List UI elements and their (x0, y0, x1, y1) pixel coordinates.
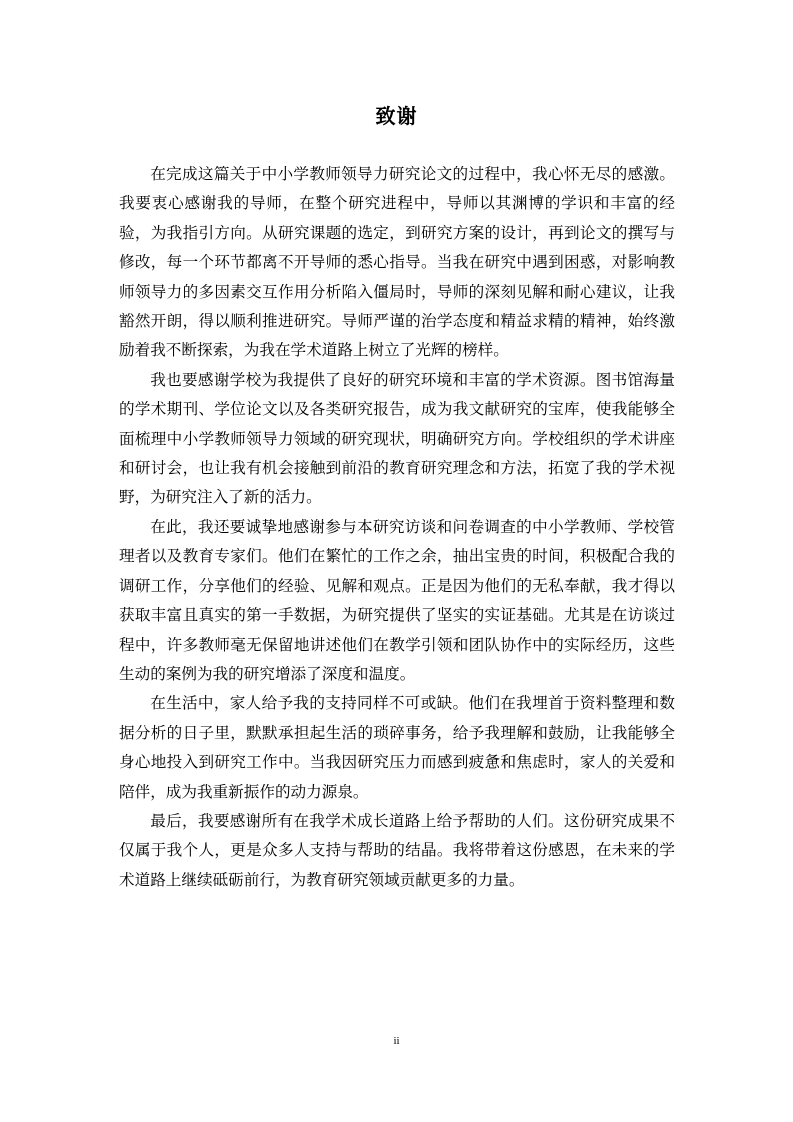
paragraph-participants: 在此，我还要诚挚地感谢参与本研究访谈和问卷调查的中小学教师、学校管理者以及教育专家们。他们在繁忙的工作之余，抽出宝贵的时间，积极配合我的调研工作，分享他们的经验、见解和观点。正是因为他们的无私奉献，我才得以获取丰富且真实的第一手数据，为研究提供了坚实的实证基础。尤其是在访谈过程中，许多教师毫无保留地讲述他们在教学引领和团队协作中的实际经历，这些生动的案例为我的研究增添了深度和温度。 (119, 517, 675, 683)
paragraph-closing: 最后，我要感谢所有在我学术成长道路上给予帮助的人们。这份研究成果不仅属于我个人，更是众多人支持与帮助的结晶。我将带着这份感恩，在未来的学术道路上继续砥砺前行，为教育研究领域贡献更多的力量。 (119, 811, 675, 889)
paragraph-school: 我也要感谢学校为我提供了良好的研究环境和丰富的学术资源。图书馆海量的学术期刊、学位论文以及各类研究报告，成为我文献研究的宝库，使我能够全面梳理中小学教师领导力领域的研究现状，明确研究方向。学校组织的学术讲座和研讨会，也让我有机会接触到前沿的教育研究理念和方法，拓宽了我的学术视野，为研究注入了新的活力。 (119, 370, 675, 507)
page-title: 致谢 (375, 104, 418, 128)
paragraph-advisor: 在完成这篇关于中小学教师领导力研究论文的过程中，我心怀无尽的感激。我要衷心感谢我的导师，在整个研究进程中，导师以其渊博的学识和丰富的经验，为我指引方向。从研究课题的选定，到研究方案的设计，再到论文的撰写与修改，每一个环节都离不开导师的悉心指导。当我在研究中遇到困惑，对影响教师领导力的多因素交互作用分析陷入僵局时，导师的深刻见解和耐心建议，让我豁然开朗，得以顺利推进研究。导师严谨的治学态度和精益求精的精神，始终激励着我不断探索，为我在学术道路上树立了光辉的榜样。 (119, 165, 675, 360)
page-number: ii (393, 1035, 400, 1047)
paragraph-family: 在生活中，家人给予我的支持同样不可或缺。他们在我埋首于资料整理和数据分析的日子里，默默承担起生活的琐碎事务，给予我理解和鼓励，让我能够全身心地投入到研究工作中。当我因研究压力而感到疲惫和焦虑时，家人的关爱和陪伴，成为我重新振作的动力源泉。 (119, 694, 675, 801)
acknowledgement-body (119, 160, 675, 895)
